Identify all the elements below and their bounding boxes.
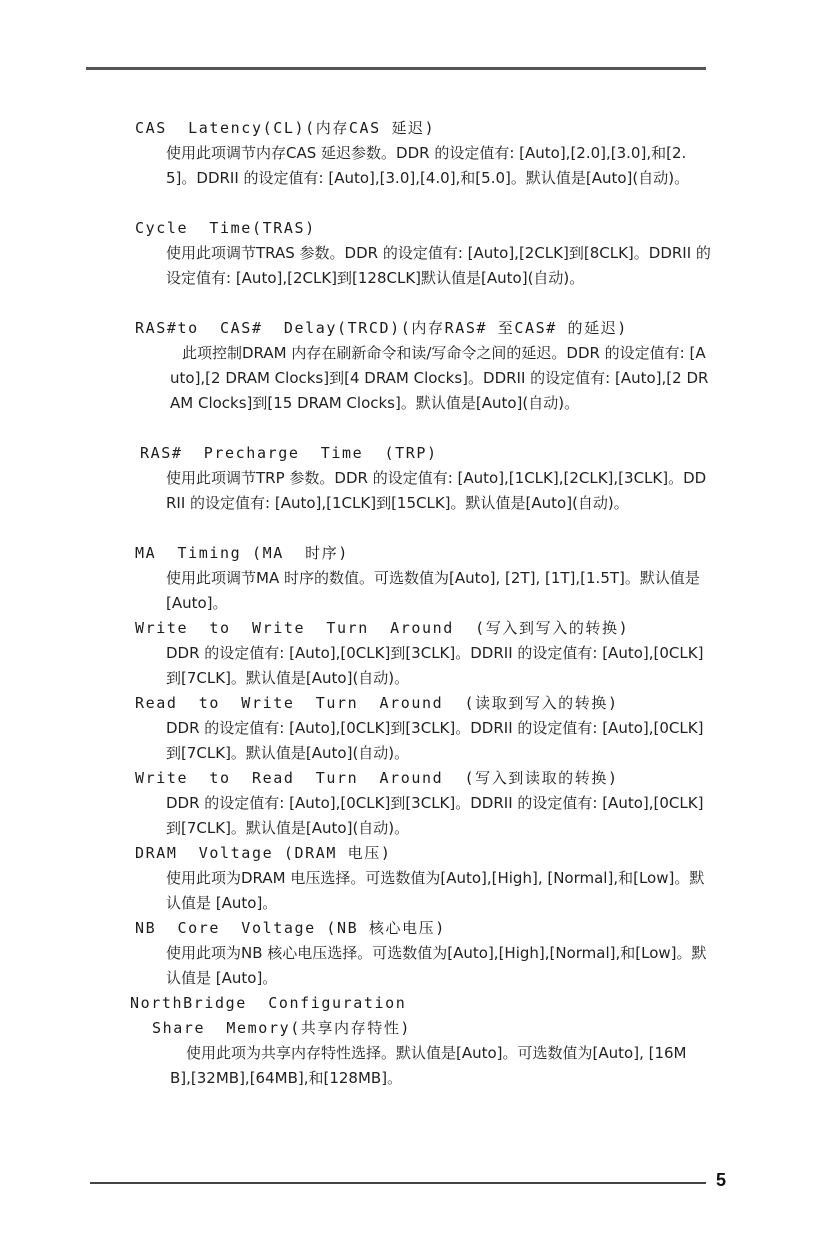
section-desc-write-to-read: DDR 的设定值有: [Auto],[0CLK]到[3CLK]。DDRII 的设定值有: [Auto],[0CLK]到[7CLK]。默认值是[Auto](自动)。: [166, 794, 704, 837]
section-title-ras-precharge: RAS# Precharge Time (TRP): [140, 444, 438, 462]
section-title-dram-voltage: DRAM Voltage (DRAM 电压): [135, 844, 392, 862]
section-title-read-to-write: Read to Write Turn Around (读取到写入的转换): [135, 694, 619, 712]
section-desc-dram-voltage: 使用此项为DRAM 电压选择。可选数值为[Auto],[High], [Normal],和[Low]。默认值是 [Auto]。: [166, 869, 705, 912]
footer-rule: [90, 1182, 706, 1184]
header-rule: [86, 67, 706, 70]
section-desc-cycle-time: 使用此项调节TRAS 参数。DDR 的设定值有: [Auto],[2CLK]到[8CLK]。DDRII 的设定值有: [Auto],[2CLK]到[128CLK]默认值是[Auto](自动)。: [166, 244, 711, 287]
section-desc-share-memory: 使用此项为共享内存特性选择。默认值是[Auto]。可选数值为[Auto], [16MB],[32MB],[64MB],和[128MB]。: [170, 1044, 687, 1087]
section-desc-ras-to-cas: 此项控制DRAM 内存在刷新命令和读/写命令之间的延迟。DDR 的设定值有: [Auto],[2 DRAM Clocks]到[4 DRAM Clocks]。DDRII 的设定值有: [Auto],[2 DRAM Clocks]到[15 DRAM Clocks]。默认值是[Auto](自动)。: [170, 344, 709, 412]
section-desc-ma-timing: 使用此项调节MA 时序的数值。可选数值为[Auto], [2T], [1T],[1.5T]。默认值是 [Auto]。: [166, 569, 700, 612]
section-title-cas-latency: CAS Latency(CL)(内存CAS 延迟): [135, 119, 436, 137]
section-title-share-memory: Share Memory(共享内存特性): [152, 1019, 412, 1037]
section-desc-ras-precharge: 使用此项调节TRP 参数。DDR 的设定值有: [Auto],[1CLK],[2CLK],[3CLK]。DDRII 的设定值有: [Auto],[1CLK]到[15CLK]。默认值是[Auto](自动)。: [166, 469, 707, 512]
section-title-northbridge-config: NorthBridge Configuration: [130, 994, 407, 1012]
section-title-ma-timing: MA Timing (MA 时序): [135, 544, 349, 562]
section-title-cycle-time: Cycle Time(TRAS): [135, 219, 316, 237]
page-number: 5: [716, 1170, 727, 1190]
section-title-ras-to-cas: RAS#to CAS# Delay(TRCD)(内存RAS# 至CAS# 的延迟): [135, 319, 628, 337]
section-desc-cas-latency: 使用此项调节内存CAS 延迟参数。DDR 的设定值有: [Auto],[2.0],[3.0],和[2.5]。DDRII 的设定值有: [Auto],[3.0],[4.0],和[5.0]。默认值是[Auto](自动)。: [166, 144, 690, 187]
section-desc-write-to-write: DDR 的设定值有: [Auto],[0CLK]到[3CLK]。DDRII 的设定值有: [Auto],[0CLK]到[7CLK]。默认值是[Auto](自动)。: [166, 644, 704, 687]
section-title-write-to-read: Write to Read Turn Around (写入到读取的转换): [135, 769, 619, 787]
section-title-nb-core-voltage: NB Core Voltage (NB 核心电压): [135, 919, 446, 937]
section-title-write-to-write: Write to Write Turn Around (写入到写入的转换): [135, 619, 630, 637]
section-desc-read-to-write: DDR 的设定值有: [Auto],[0CLK]到[3CLK]。DDRII 的设定值有: [Auto],[0CLK]到[7CLK]。默认值是[Auto](自动)。: [166, 719, 704, 762]
section-desc-nb-core-voltage: 使用此项为NB 核心电压选择。可选数值为[Auto],[High],[Normal],和[Low]。默认值是 [Auto]。: [166, 944, 707, 987]
